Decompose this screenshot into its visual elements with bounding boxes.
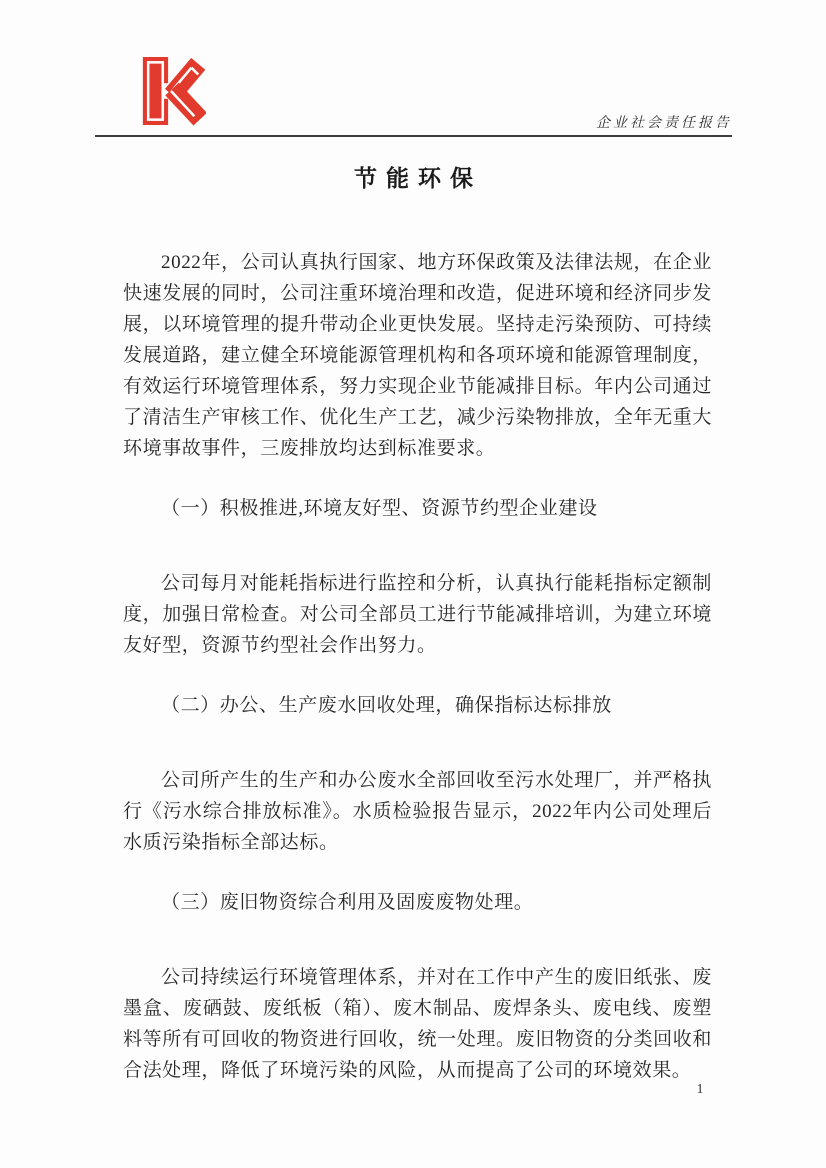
- section-3-paragraph: 公司持续运行环境管理体系，并对在工作中产生的废旧纸张、废墨盒、废硒鼓、废纸板（箱）、废木制品、废焊条头、废电线、废塑料等所有可回收的物资进行回收，统一处理。废旧物资的分类回收和合法处理，降低了环境污染的风险，从而提高了公司的环境效果。: [123, 967, 712, 1081]
- section-heading-2: （二）办公、生产废水回收处理，确保指标达标排放: [161, 695, 612, 716]
- section-1-paragraph: 公司每月对能耗指标进行监控和分析，认真执行能耗指标定额制度，加强日常检查。对公司全部员工进行节能减排培训，为建立环境友好型，资源节约型社会作出努力。: [123, 573, 712, 656]
- section-2-paragraph: 公司所产生的生产和办公废水全部回收至污水处理厂，并严格执行《污水综合排放标准》。水质检验报告显示，2022年内公司处理后水质污染指标全部达标。: [123, 770, 712, 853]
- page-number: 1: [696, 1082, 704, 1097]
- section-heading-3: （三）废旧物资综合利用及固废废物处理。: [161, 892, 534, 913]
- page-header: [95, 112, 732, 137]
- page-title: 节能环保: [354, 166, 482, 191]
- document-body: [123, 247, 712, 1086]
- report-type-label: 企业社会责任报告: [596, 116, 732, 131]
- section-heading-1: （一）积极推进,环境友好型、资源节约型企业建设: [161, 498, 598, 519]
- intro-paragraph: 2022年，公司认真执行国家、地方环保政策及法律法规，在企业快速发展的同时，公司注重环境治理和改造，促进环境和经济同步发展，以环境管理的提升带动企业更快发展。坚持走污染预防、可持续发展道路，建立健全环境能源管理机构和各项环境和能源管理制度，有效运行环境管理体系，努力实现企业节能减排目标。年内公司通过了清洁生产审核工作、优化生产工艺，减少污染物排放，全年无重大环境事故事件，三废排放均达到标准要求。: [123, 252, 712, 459]
